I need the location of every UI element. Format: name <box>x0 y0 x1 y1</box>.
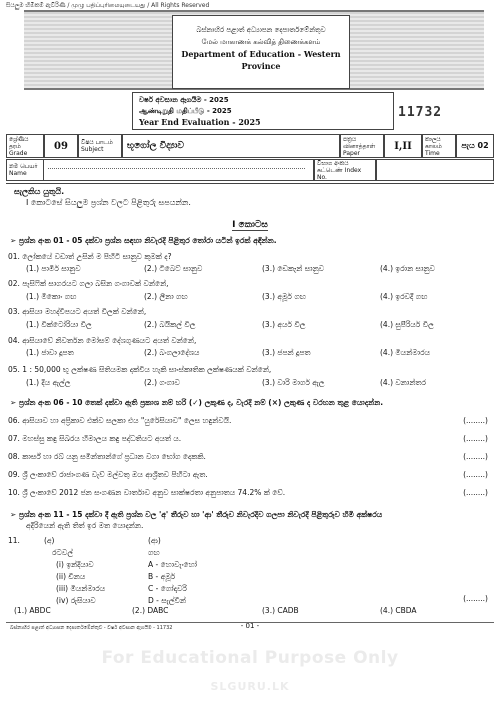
option[interactable]: (4.) සුපීරියර් විල <box>380 320 434 329</box>
matching-instruction: ➢ ප්‍රශ්න අංක 11 - 15 දක්වා දී ඇති ප්‍රශ්න වල 'අ' තීරුව හා 'ආ' තීරුව නිවැරදිව ගලපා නිවැරදි පිළිතුරුව හිමි අක්ෂරය <box>10 510 383 519</box>
question-05-options <box>26 378 488 388</box>
question-01-options <box>26 264 488 274</box>
question-05: 05. 1 : 50,000 භූ ලක්ෂණ සිතියමක දක්විය හැකි සාංස්කෘතික ලක්ෂණයක් වන්නේ, <box>8 365 272 374</box>
option[interactable]: (2.) බංගලාදේශය <box>144 348 200 357</box>
question-09 <box>8 470 494 482</box>
match-row-a: (iii) මියන්මාරය <box>56 584 106 593</box>
footer-credit: බස්නාහිර පළාත් අධ්‍යාපන දෙපාර්තමේන්තුව - වර්ෂ අවසාන ඇගයීම - 11732 <box>10 625 173 631</box>
time-label-cell <box>422 134 456 158</box>
department-sinhala: බස්නාහිර පළාත් අධ්‍යාපන දෙපාර්තමේන්තුව <box>196 26 326 34</box>
question-02: 02. පැසිෆික් සාගරයට ගලා බසින ගංගාවක් වන්නේ, <box>8 279 169 288</box>
index-label: විභාග අංකය சுட்டெண் Index No. <box>317 159 362 181</box>
header-banner <box>24 10 484 90</box>
department-box <box>172 15 350 89</box>
option[interactable]: (3.) අයර් විල <box>262 320 306 329</box>
subject-label: විෂය பாடம் Subject <box>81 139 113 153</box>
option[interactable]: (3.) වාරි මාර්ග ඇල <box>262 378 325 387</box>
option[interactable]: (3.) ජපන් දූපත <box>262 348 311 357</box>
section-title <box>0 220 500 230</box>
matching-instruction-cont: අදිරියෙන් ඇති තිත් ඉර මත යොදන්න. <box>26 521 144 530</box>
question-11-number: 11. <box>8 536 20 545</box>
option[interactable]: (3.) ඩෙකෑන් සානුව <box>262 264 325 273</box>
option[interactable]: (4.) ඉරවදී ගඟ <box>380 292 428 301</box>
watermark-purpose: For Educational Purpose Only <box>101 648 399 668</box>
time-label: කාලය காலம் Time <box>425 135 442 157</box>
question-09-answer-blank[interactable]: (........) <box>463 470 488 479</box>
option[interactable]: (4.) වනාන්තර <box>380 378 427 387</box>
option[interactable]: (1.) දිය ඇල්ල <box>26 378 71 387</box>
option[interactable]: (2.) ගංගාව <box>144 378 180 387</box>
watermark-site: SLGURU.LK <box>210 680 290 693</box>
subject-value-cell <box>122 134 340 158</box>
question-07-text: 07. මහස්සු කඳු සිඛරය හිමාලය කඳු පද්ධතියට අයත් ය. <box>8 434 182 443</box>
question-04-options <box>26 348 488 358</box>
paper-label: පත්‍රය வினாத்தாள் Paper <box>343 135 376 157</box>
name-writing-line <box>48 168 305 169</box>
grade-label-cell <box>6 134 44 158</box>
column-b-subheading: ගඟ <box>148 548 160 557</box>
question-07 <box>8 434 494 446</box>
match-row-a: (iv) රුසියාව <box>56 596 96 605</box>
bullet-icon: ➢ <box>10 398 19 407</box>
exam-code-number: 11732 <box>398 105 443 120</box>
option[interactable]: (2.) DABC <box>132 606 169 615</box>
question-10 <box>8 488 494 500</box>
question-08 <box>8 452 494 464</box>
question-01: 01. ලෝකයේ වඩාත් උසින් ම පිහිටි සානුව කුමක් ද? <box>8 252 172 261</box>
truefalse-instruction: ➢ ප්‍රශ්න අංක 06 - 10 තෙක් දක්වා ඇති ප්‍රකාශ නම් හරි (✓) ලකුණ ද, වැරදි නම් (×) ලකුණ ද වරහන තුළ යොදන්න. <box>10 398 384 407</box>
bullet-icon: ➢ <box>10 236 19 245</box>
question-11-blank-row <box>8 594 494 606</box>
question-11-options <box>14 606 476 616</box>
option[interactable]: (4.) ඉරාන සානුව <box>380 264 435 273</box>
option[interactable]: (4.) මියන්මාරය <box>380 348 431 357</box>
column-a-subheading: රටවල් <box>52 548 74 557</box>
index-number-field[interactable] <box>376 159 494 181</box>
question-09-text: 09. ශ්‍රී ලංකාවේ රාජාංගණ වැව් මල්වතු ඔය ආශ්‍රිතව පිහිටා ඇත. <box>8 470 208 479</box>
header-divider <box>6 183 494 184</box>
paper-value-cell <box>384 134 422 158</box>
question-06-answer-blank[interactable]: (........) <box>463 416 488 425</box>
column-a-heading: (අ) <box>44 536 55 545</box>
exam-info-row <box>6 134 494 158</box>
match-row-b: B - අමූර් <box>148 572 176 581</box>
subject-label-cell <box>78 134 122 158</box>
department-tamil: மேல் மாகாணக் கல்வித் திணைக்களம் <box>201 38 321 46</box>
page-number: - 01 - <box>240 622 260 630</box>
match-row-a: (i) ඉන්දියාව <box>56 560 94 569</box>
student-name-row <box>6 159 494 181</box>
section-title-text: I කොටස <box>232 220 268 230</box>
option[interactable]: (2.) ලීනා ගඟ <box>144 292 188 301</box>
exam-title-tamil: ஆண்டிறுதி மதிப்பீடு - 2025 <box>139 107 232 115</box>
column-b-heading: (ආ) <box>148 536 161 545</box>
time-value-cell <box>456 134 494 158</box>
option[interactable]: (1.) පාමීර් සානුව <box>26 264 81 273</box>
name-field[interactable] <box>44 159 314 181</box>
department-english: Department of Education - Western Province <box>181 49 341 71</box>
question-06 <box>8 416 494 428</box>
question-02-options <box>26 292 488 302</box>
note-instruction: I කොටසේ සියලුම ප්‍රශ්න වලට පිළිතුරු සපයන්න. <box>26 198 191 207</box>
question-06-text: 06. ආසියාව හා අප්‍රිකාව එක්ව සලකා එය "යුරේසියාව" ලෙස හඳුන්වයි. <box>8 416 232 425</box>
option[interactable]: (3.) CADB <box>262 606 299 615</box>
exam-title-sinhala: වර්ෂ අවසාන ඇගයීම - 2025 <box>139 96 229 104</box>
grade-label: ශ්‍රේණිය தரம் Grade <box>9 135 29 157</box>
option[interactable]: (1.) වික්ටෝරියා විල <box>26 320 92 329</box>
question-08-answer-blank[interactable]: (........) <box>463 452 488 461</box>
time-value: පැය 02 <box>461 141 489 150</box>
bullet-icon: ➢ <box>10 510 19 519</box>
option[interactable]: (1.) ABDC <box>14 606 51 615</box>
mcq-instruction: ➢ ප්‍රශ්න අංක 01 - 05 දක්වා ප්‍රශ්න සඳහා නිවැරදි පිළිතුර තෝරා යටින් ඉරක් අඳින්න. <box>10 236 277 245</box>
exam-title-box <box>132 92 394 130</box>
note-heading: සැලකිය යුතුයි. <box>14 187 65 196</box>
match-row-b: A - හොවැංහෝ <box>148 560 197 569</box>
question-08-text: 08. කාර්ස් හා රබ් යනු සමින්තාන්ගේ ප්‍රධාන වගා භෝග දෙකකි. <box>8 452 206 461</box>
question-04: 04. ආසියාවේ නිවර්තන මෝසම් දේශගුණයට අයත් වන්නේ, <box>8 336 197 345</box>
option[interactable]: (3.) අමූර් ගඟ <box>262 292 306 301</box>
question-03-options <box>26 320 488 330</box>
exam-title-english: Year End Evaluation - 2025 <box>139 117 261 127</box>
grade-value: 09 <box>54 140 68 152</box>
option[interactable]: (1.) ජාවා දූපත <box>26 348 74 357</box>
match-row-a: (ii) චීනය <box>56 572 86 581</box>
question-07-answer-blank[interactable]: (........) <box>463 434 488 443</box>
match-row-b: C - ගෝදාවරි <box>148 584 187 593</box>
option[interactable]: (2.) ටිබෙට් සානුව <box>144 264 203 273</box>
option[interactable]: (4.) CBDA <box>380 606 417 615</box>
match-row-b: D - සැල්වීන් <box>148 596 186 605</box>
rights-notice: සියලුම හිමිකම් ඇවිරිණි / முழு பதிப்புரிமையுடையது / All Rights Reserved <box>6 2 210 9</box>
name-label: නම பெயர் Name <box>9 163 38 177</box>
paper-label-cell <box>340 134 384 158</box>
question-11-answer-blank[interactable]: (........) <box>463 594 488 603</box>
option[interactable]: (1.) මීකොං ගඟ <box>26 292 77 301</box>
option[interactable]: (2.) බයිකල් විල <box>144 320 196 329</box>
question-10-answer-blank[interactable]: (........) <box>463 488 488 497</box>
index-label-cell <box>314 159 376 181</box>
subject-value: භූගෝල විද්‍යාව <box>127 141 184 151</box>
grade-value-cell <box>44 134 78 158</box>
question-10-text: 10. ශ්‍රී ලංකාවේ 2012 ජන සංගණන වාර්තාව අනුව සාක්ෂරතා අනුපාතය 74.2% ක් වේ. <box>8 488 286 497</box>
name-label-cell <box>6 159 44 181</box>
question-03: 03. ආසියා මහද්වීපයට අයත් විලක් වන්නේ, <box>8 307 147 316</box>
paper-value: I,II <box>394 140 412 152</box>
